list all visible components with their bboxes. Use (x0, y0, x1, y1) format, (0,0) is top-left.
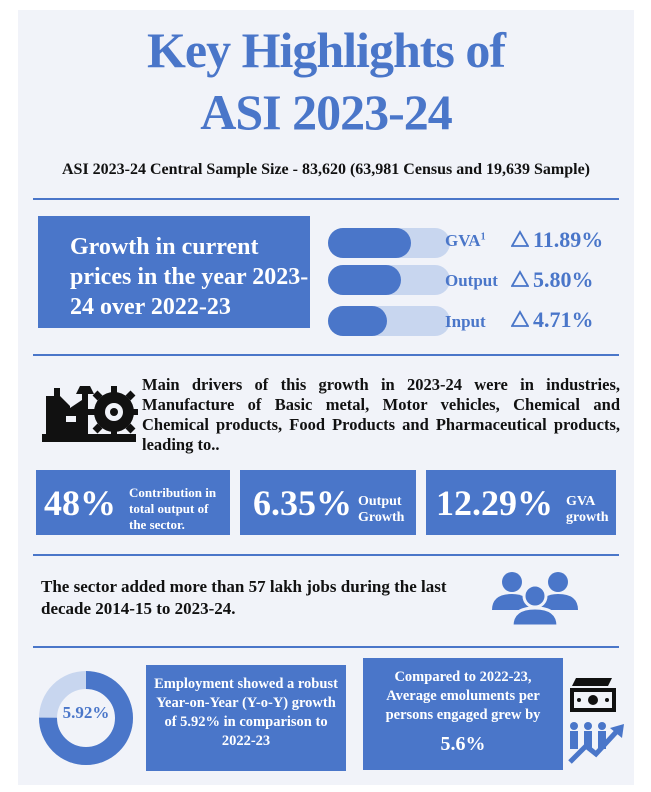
divider (33, 646, 619, 648)
stat-output-growth (240, 470, 416, 535)
industry-gear-icon (40, 378, 138, 446)
gva-bar-fill (328, 228, 411, 258)
stat-output-growth-label: Output Growth (358, 494, 405, 525)
stat-gva-growth-label: GVA growth (566, 494, 609, 525)
stat-contribution-value: 48% (44, 483, 116, 523)
divider (33, 554, 619, 556)
input-value: 4.71% (511, 307, 594, 333)
gva-label: GVA$^1$ (445, 231, 486, 250)
triangle-up-icon (511, 270, 529, 288)
stat-gva-growth (426, 470, 616, 535)
employment-box: Employment showed a robust Year-on-Year (Y-o-Y) growth of 5.92% in comparison to 2022-23 (146, 665, 346, 771)
infographic-page (18, 10, 634, 785)
growth-drivers-text: Main drivers of this growth in 2023-24 were in industries, Manufacture of Basic metal, Motor vehicles, Chemical and Chemical products, Food Products and Pharmaceutical products, leading to.. (142, 375, 620, 454)
emoluments-box (363, 658, 563, 770)
stat-contribution (36, 470, 230, 535)
input-label: Input (445, 312, 486, 331)
sample-size-subtitle: ASI 2023-24 Central Sample Size - 83,620 (63,981 Census and 19,639 Sample) (61, 161, 590, 178)
emoluments-text: Compared to 2022-23, Average emoluments per persons engaged grew by (385, 669, 541, 723)
title-line-1: Key Highlights of (146, 22, 506, 78)
people-group-icon (488, 570, 582, 626)
growth-heading-box: Growth in current prices in the year 2023-24 over 2022-23 (38, 216, 310, 328)
input-bar-fill (328, 306, 387, 336)
title-line-2: ASI 2023-24 (200, 84, 452, 140)
output-label: Output (445, 271, 498, 290)
output-value: 5.80% (511, 267, 594, 293)
donut-value: 5.92% (62, 703, 110, 722)
stat-contribution-label: Contribution in total output of the sector. (129, 485, 217, 532)
triangle-up-icon (511, 230, 529, 248)
gva-footnote: 1 (480, 231, 486, 243)
gva-value: 11.89% (511, 227, 603, 253)
divider (33, 354, 619, 356)
stat-output-growth-value: 6.35% (253, 483, 352, 523)
output-bar-fill (328, 265, 401, 295)
emoluments-value: 5.6% (440, 733, 486, 755)
money-growth-icon (566, 674, 630, 766)
jobs-text: The sector added more than 57 lakh jobs during the last decade 2014-15 to 2023-24. (41, 577, 447, 618)
divider (33, 198, 619, 200)
triangle-up-icon (511, 310, 529, 328)
stat-gva-growth-value: 12.29% (436, 483, 553, 523)
